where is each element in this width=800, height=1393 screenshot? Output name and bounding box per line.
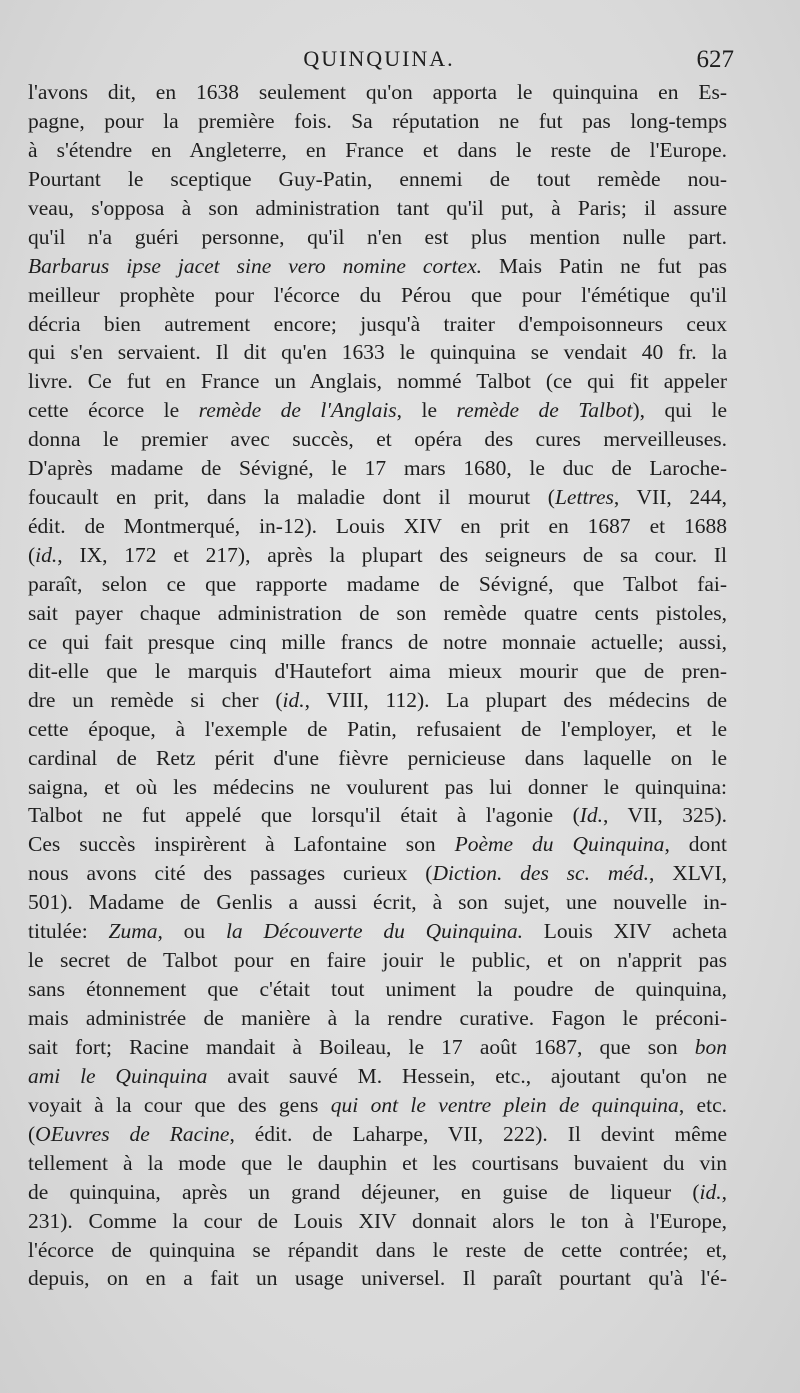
italic-text: Barbarus ipse jacet sine vero nomine cortex. — [28, 253, 483, 278]
text-run: saigna, et où les médecins ne voulurent pas lui donner le quinquina: — [28, 774, 727, 799]
text-run: l'écorce de quinquina se répandit dans le reste de cette contrée; et, — [28, 1237, 727, 1262]
italic-text: Id. — [579, 803, 604, 828]
text-run: qui s'en servaient. Il dit qu'en 1633 le quinquina se vendait 40 fr. la — [28, 340, 727, 365]
text-line — [28, 975, 727, 1004]
text-run: foucault en prit, dans la maladie dont il mourut ( — [28, 485, 555, 510]
running-head: QUINQUINA. — [303, 46, 455, 71]
text-run: ou — [162, 919, 226, 944]
text-line — [28, 1149, 727, 1178]
text-run: dit-elle que le marquis d'Hautefort aima mieux mourir que de pren- — [28, 658, 727, 683]
text-line — [28, 483, 727, 512]
text-line — [28, 859, 727, 888]
text-run: livre. Ce fut en France un Anglais, nommé Talbot (ce qui fit appeler — [28, 369, 727, 394]
text-run: ), qui le — [632, 398, 727, 423]
text-run: avait sauvé M. Hessein, etc., ajoutant qu'on ne — [207, 1063, 727, 1088]
text-run: le secret de Talbot pour en faire jouir le public, et on n'apprit pas — [28, 948, 727, 973]
text-run: édit. de Montmerqué, in-12). Louis XIV en prit en 1687 et 1688 — [28, 514, 727, 539]
text-line — [28, 1091, 727, 1120]
text-run: , — [721, 1179, 727, 1204]
italic-text: id. — [699, 1179, 722, 1204]
text-run: ( — [28, 543, 36, 567]
text-line — [28, 252, 727, 281]
text-line — [28, 1120, 727, 1149]
italic-text: id. — [35, 543, 58, 567]
text-line — [28, 801, 727, 830]
text-run: pagne, pour la première fois. Sa réputation ne fut pas long-temps — [28, 108, 727, 133]
text-run: décria bien autrement encore; jusqu'à traiter d'empoisonneurs ceux — [28, 311, 727, 336]
text-run: , etc. — [678, 1092, 727, 1117]
text-line — [28, 628, 727, 657]
text-line — [28, 657, 727, 686]
page-number: 627 — [696, 46, 734, 73]
text-run: Talbot ne fut appelé que lorsqu'il était à l'agonie ( — [28, 803, 580, 828]
text-run: de quinquina, après un grand déjeuner, en guise de liqueur ( — [28, 1179, 700, 1204]
italic-text: Diction. des sc. méd. — [432, 861, 650, 886]
text-run: Pourtant le sceptique Guy-Patin, ennemi de tout remède nou- — [28, 166, 727, 191]
italic-text: Lettres — [554, 485, 614, 510]
text-run: , IX, 172 et 217), après la plupart des seigneurs de sa cour. Il — [57, 543, 727, 567]
italic-text: remède de l'Anglais — [198, 398, 397, 423]
text-line — [28, 917, 727, 946]
text-run: 231). Comme la cour de Louis XIV donnait alors le ton à l'Europe, — [28, 1208, 727, 1233]
text-line — [28, 310, 727, 339]
text-line — [28, 136, 727, 165]
text-line — [28, 1004, 727, 1033]
italic-text: Poème du Quinquina — [454, 832, 665, 857]
italic-text: ami le Quinquina — [28, 1063, 208, 1088]
text-run: , édit. de Laharpe, VII, 222). Il devint même — [229, 1121, 727, 1146]
text-run: Mais Patin ne fut pas — [482, 253, 727, 278]
text-line — [28, 281, 727, 310]
text-run: l'avons dit, en 1638 seulement qu'on apporta le quinquina en Es- — [28, 80, 727, 104]
text-line — [28, 946, 727, 975]
text-line — [28, 107, 727, 136]
text-line — [28, 1236, 727, 1265]
text-line — [28, 830, 727, 859]
text-line — [28, 744, 727, 773]
text-run: , dont — [664, 832, 727, 857]
text-line — [28, 223, 727, 252]
text-line — [28, 78, 727, 107]
italic-text: qui ont le ventre plein de quinquina — [330, 1092, 679, 1117]
text-line — [28, 599, 727, 628]
text-line — [28, 367, 727, 396]
text-run: tellement à la mode que le dauphin et les courtisans buvaient du vin — [28, 1150, 727, 1175]
text-line — [28, 773, 727, 802]
text-line — [28, 1062, 727, 1091]
text-run: mais administrée de manière à la rendre curative. Fagon le préconi- — [28, 1006, 727, 1030]
text-run: 501). Madame de Genlis a aussi écrit, à son sujet, une nouvelle in- — [28, 890, 727, 915]
text-line — [28, 454, 727, 483]
text-run: donna le premier avec succès, et opéra des cures merveilleuses. — [28, 427, 727, 452]
text-run: ( — [28, 1121, 36, 1146]
italic-text: id. — [282, 687, 305, 712]
text-run: Louis XIV acheta — [522, 919, 727, 944]
text-line — [28, 686, 727, 715]
text-line — [28, 194, 727, 223]
text-line — [28, 1207, 727, 1236]
text-run: , VIII, 112). La plupart des médecins de — [304, 687, 727, 712]
text-line — [28, 715, 727, 744]
text-line — [28, 888, 727, 917]
text-run: cette écorce le — [28, 398, 199, 423]
page-header — [24, 46, 734, 78]
text-run: cardinal de Retz périt d'une fièvre pernicieuse dans laquelle on le — [28, 745, 727, 770]
text-run: Ces succès inspirèrent à Lafontaine son — [28, 832, 455, 857]
text-run: qu'il n'a guéri personne, qu'il n'en est plus mention nulle part. — [28, 224, 727, 249]
text-run: sait fort; Racine mandait à Boileau, le 17 août 1687, que son — [28, 1034, 695, 1059]
text-line — [28, 425, 727, 454]
text-run: voyait à la cour que des gens — [28, 1092, 331, 1117]
text-line — [28, 570, 727, 599]
text-run: dre un remède si cher ( — [28, 687, 283, 712]
text-run: , XLVI, — [649, 861, 727, 886]
text-line — [28, 1264, 727, 1293]
text-run: ce qui fait presque cinq mille francs de notre monnaie actuelle; aussi, — [28, 629, 727, 654]
text-run: , le — [396, 398, 457, 423]
text-run: , VII, 244, — [613, 485, 727, 510]
text-line — [28, 338, 727, 367]
text-run: veau, s'opposa à son administration tant qu'il put, à Paris; il assure — [28, 195, 727, 220]
text-run: nous avons cité des passages curieux ( — [28, 861, 433, 886]
text-run: sait payer chaque administration de son remède quatre cents pistoles, — [28, 600, 727, 625]
text-line — [28, 541, 727, 570]
italic-text: bon — [694, 1034, 727, 1059]
italic-text: remède de Talbot — [456, 398, 633, 423]
text-line — [28, 396, 727, 425]
text-line — [28, 1033, 727, 1062]
text-run: sans étonnement que c'était tout uniment la poudre de quinquina, — [28, 977, 727, 1002]
body-text — [28, 78, 727, 1293]
text-run: depuis, on en a fait un usage universel. Il paraît pourtant qu'à l'é- — [28, 1266, 727, 1291]
italic-text: Zuma, — [108, 919, 163, 944]
text-run: cette époque, à l'exemple de Patin, refusaient de l'employer, et le — [28, 716, 727, 741]
text-run: titulée: — [28, 919, 109, 944]
text-run: à s'étendre en Angleterre, en France et dans le reste de l'Europe. — [28, 137, 727, 162]
text-run: D'après madame de Sévigné, le 17 mars 1680, le duc de Laroche- — [28, 456, 727, 481]
text-run: , VII, 325). — [603, 803, 727, 828]
text-line — [28, 1178, 727, 1207]
italic-text: la Découverte du Quinquina. — [225, 919, 523, 944]
text-run: paraît, selon ce que rapporte madame de Sévigné, que Talbot fai- — [28, 571, 727, 596]
text-run: meilleur prophète pour l'écorce du Pérou que pour l'émétique qu'il — [28, 282, 727, 307]
text-line — [28, 512, 727, 541]
text-line — [28, 165, 727, 194]
italic-text: OEuvres de Racine — [35, 1121, 230, 1146]
